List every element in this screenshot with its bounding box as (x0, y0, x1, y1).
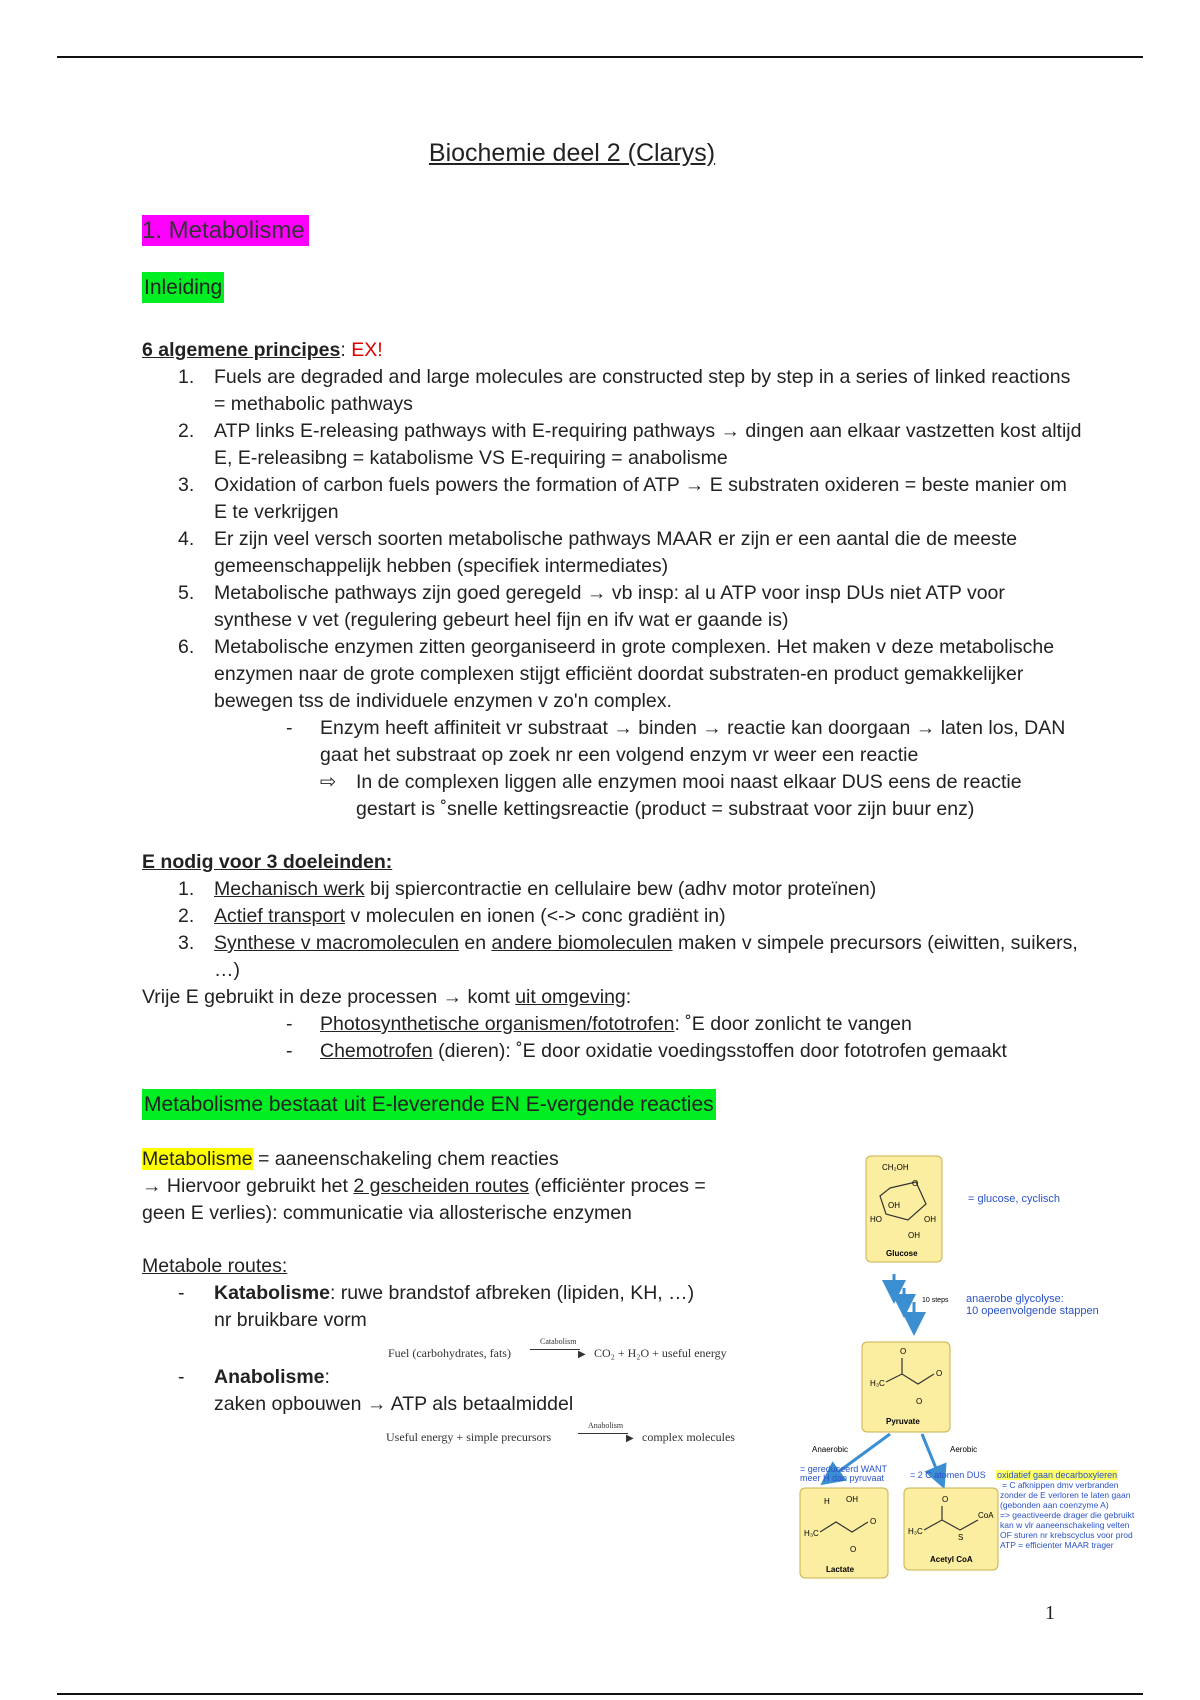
lactate-h: H (824, 1497, 830, 1506)
item-text: Er zijn veel versch soorten metabolische pathways MAAR er zijn er een aantal die de meeste gemeenschappelijk hebben (specifiek intermediates) (214, 528, 1018, 577)
item-text: maken v simpele precursors (eiwitten, suikers, …) (214, 932, 1078, 981)
metabolisme-def: = aaneenschakeling chem reacties (252, 1148, 559, 1170)
list-item (142, 364, 1082, 418)
glucose-o: O (912, 1179, 919, 1188)
item-term: Photosynthetische organismen/fototrofen (320, 1013, 675, 1035)
routes-text: → Hiervoor gebruikt het (142, 1175, 354, 1197)
list-item (142, 418, 1082, 472)
principles-heading-text: 6 algemene principes (142, 339, 341, 361)
metabolisme-definition (142, 1146, 742, 1227)
oxidation-note-3: zonder de E verloren te laten gaan (1000, 1490, 1131, 1500)
vrije-e-line (142, 984, 1082, 1011)
eq2-arrow-head: ▶ (626, 1433, 634, 1444)
heading-metabolisme-reacties: Metabolisme bestaat uit E-leverende EN E-vergende reacties (142, 1089, 716, 1120)
oxidation-note-highlight: oxidatief gaan decarboxyleren (997, 1470, 1118, 1480)
oxidation-note-4: (gebonden aan coenzyme A) (1000, 1500, 1109, 1510)
item-text: v moleculen en ionen (<-> conc gradiënt in) (345, 905, 726, 927)
document-title: Biochemie deel 2 (Clarys) (428, 139, 716, 167)
item-number: 3. (178, 474, 195, 496)
exam-tag: EX! (351, 339, 383, 361)
eq2-right: complex molecules (642, 1430, 735, 1444)
glycolysis-note-1: anaerobe glycolyse: (966, 1293, 1064, 1305)
list-item (142, 903, 1082, 930)
oxidation-note-6: kan w vlr aaneenschakeling velten (1000, 1520, 1130, 1530)
pyruvate-o1: O (900, 1347, 907, 1356)
eq1-left: Fuel (carbohydrates, fats) (388, 1346, 511, 1360)
list-item (142, 876, 1082, 903)
glycolysis-note-2: 10 opeenvolgende stappen (966, 1305, 1099, 1317)
sub-item (142, 715, 1082, 769)
list-item (142, 580, 1082, 634)
list-item (142, 634, 1082, 715)
eq1-right: CO₂ + H₂O + useful energy (594, 1346, 727, 1360)
aerobic-label: Aerobic (950, 1445, 978, 1454)
energy-source-list (142, 1011, 1082, 1065)
arrow-bullet-icon: ⇨ (320, 771, 337, 793)
item-term: Chemotrofen (320, 1040, 433, 1062)
vrije-e-text: Vrije E gebruikt in deze processen → komt (142, 986, 516, 1008)
item-number: 4. (178, 528, 195, 550)
sub-item-text: Enzym heeft affiniteit vr substraat → binden → reactie kan doorgaan → laten los, DAN gaat het substraat op zoek nr een volgend enzym vr weer een reactie (320, 717, 1066, 766)
item-number: 3. (178, 932, 195, 954)
dash-bullet: - (178, 1366, 185, 1388)
acetyl-label: Acetyl CoA (930, 1555, 973, 1564)
routes-term: 2 gescheiden routes (353, 1175, 529, 1197)
principles-heading (142, 337, 1082, 364)
dash-bullet: - (286, 1013, 293, 1035)
glucose-label: Glucose (886, 1249, 918, 1258)
item-number: 2. (178, 420, 195, 442)
glucose-oh1: OH (888, 1201, 900, 1210)
item-text: Fuels are degraded and large molecules are constructed step by step in a series of linked reactions = methabolic pathways (214, 366, 1071, 415)
metabolisme-term: Metabolisme (142, 1148, 253, 1170)
item-text: ATP links E-releasing pathways with E-requiring pathways → dingen aan elkaar vastzetten kost altijd E, E-releasibng = katabolisme VS E-requiring = anabolisme (214, 420, 1082, 469)
item-text: Metabolische pathways zijn goed geregeld → vb insp: al u ATP voor insp DUs niet ATP voor synthese v vet (regulering gebeurt heel fijn en ifv wat er gaande is) (214, 582, 1005, 631)
vrije-e-term: uit omgeving (515, 986, 626, 1008)
dash-bullet: - (178, 1282, 185, 1304)
heading-inleiding: Inleiding (142, 272, 224, 303)
list-item (142, 930, 1082, 984)
item-text: en (458, 932, 492, 954)
item-term: Mechanisch werk (214, 878, 365, 900)
header-rule (57, 56, 1143, 58)
item-number: 2. (178, 905, 195, 927)
reduced-note-2: meer H dan pyruvaat (800, 1473, 885, 1483)
routes-text-2: (efficiënter proces = geen E verlies): communicatie via allosterische enzymen (142, 1175, 706, 1224)
anabolisme-text: zaken opbouwen → ATP als betaalmiddel (214, 1393, 574, 1415)
pyruvate-o2: O (936, 1369, 943, 1378)
glucose-ch2oh: CH₂OH (882, 1163, 909, 1172)
arrow-sub-item-text: In de complexen liggen alle enzymen mooi naast elkaar DUS eens de reactie gestart is ˚snelle kettingsreactie (product = substraat voor zijn buur enz) (356, 771, 1022, 820)
arrow-sub-item (142, 769, 1082, 823)
doeleinden-heading: E nodig voor 3 doeleinden: (142, 851, 393, 873)
pyruvate-o3: O (916, 1397, 923, 1406)
anabolisme-term: Anabolisme (214, 1366, 325, 1388)
item-number: 5. (178, 582, 195, 604)
lactate-h3c: H₃C (804, 1529, 819, 1538)
list-item (142, 472, 1082, 526)
eq2-left: Useful energy + simple precursors (386, 1430, 552, 1444)
heading-metabolisme: 1. Metabolisme (142, 215, 309, 246)
oxidation-note-7: OF sturen nr krebscyclus voor prod (1000, 1530, 1133, 1540)
item-term: Actief transport (214, 905, 346, 927)
eq1-arrow-line (530, 1349, 580, 1350)
metabole-routes-heading: Metabole routes: (142, 1255, 288, 1277)
list-item (142, 1280, 702, 1334)
acetyl-h3c: H₃C (908, 1527, 923, 1536)
lactate-oh: OH (846, 1495, 858, 1504)
pyruvate-label: Pyruvate (886, 1417, 920, 1426)
item-text: : ˚E door zonlicht te vangen (674, 1013, 912, 1035)
lactate-label: Lactate (826, 1565, 855, 1574)
oxidation-note-8: ATP = efficienter MAAR trager (1000, 1540, 1114, 1550)
footer-rule (57, 1693, 1143, 1695)
list-item (142, 526, 1082, 580)
anabolisme-colon: : (324, 1366, 330, 1388)
lactate-o2: O (850, 1545, 857, 1554)
eq1-label: Catabolism (540, 1337, 577, 1346)
dash-bullet: - (286, 717, 293, 739)
acetyl-coa: CoA (978, 1511, 994, 1520)
katabolisme-term: Katabolisme (214, 1282, 330, 1304)
item-text: bij spiercontractie en cellulaire bew (adhv motor proteïnen) (364, 878, 877, 900)
anaerobic-label: Anaerobic (812, 1445, 849, 1454)
oxidation-note-5: => geactiveerde drager die gebruikt (1000, 1510, 1135, 1520)
pyruvate-h3c: H₃C (870, 1379, 885, 1388)
principles-colon: : (340, 339, 346, 361)
eq2-arrow-line (578, 1433, 628, 1434)
glucose-oh3: OH (908, 1231, 920, 1240)
acetyl-o: O (942, 1495, 949, 1504)
glycolysis-diagram (790, 1148, 1190, 1588)
principles-sublist (142, 715, 1082, 769)
item-term: Synthese v macromoleculen (214, 932, 459, 954)
steps-label: 10 steps (922, 1297, 949, 1304)
item-text: Oxidation of carbon fuels powers the formation of ATP → E substraten oxideren = beste manier om E te verkrijgen (214, 474, 1067, 523)
eq1-arrow-head: ▶ (578, 1349, 586, 1360)
list-item (142, 1038, 1082, 1065)
item-text: Metabolische enzymen zitten georganiseerd in grote complexen. Het maken v deze metabolische enzymen naar de grote complexen stijgt efficiënt doordat substraten-en product gemakkelijker bewegen tss de individuele enzymen v zo'n complex. (214, 636, 1055, 712)
page-number: 1 (1045, 1602, 1055, 1624)
item-term: andere biomoleculen (491, 932, 673, 954)
acetyl-s: S (958, 1533, 964, 1542)
item-number: 6. (178, 636, 195, 658)
glucose-oh2: OH (924, 1215, 936, 1224)
dash-bullet: - (286, 1040, 293, 1062)
vrije-e-colon: : (625, 986, 632, 1008)
glucose-note: = glucose, cyclisch (968, 1193, 1061, 1205)
item-number: 1. (178, 366, 195, 388)
oxidation-note-1: = 2 C atomen DUS (910, 1470, 986, 1480)
principles-list (142, 364, 1082, 715)
doeleinden-list (142, 876, 1082, 984)
lactate-o1: O (870, 1517, 877, 1526)
oxidation-note-2: = C afknippen dmv verbranden (1002, 1480, 1119, 1490)
eq2-label: Anabolism (588, 1421, 624, 1430)
glucose-ho: HO (870, 1215, 882, 1224)
reduced-note-1: = gereduceerd WANT (800, 1464, 887, 1474)
list-item (142, 1011, 1082, 1038)
katabolisme-text: : ruwe brandstof afbreken (lipiden, KH, …) nr bruikbare vorm (214, 1282, 695, 1331)
item-text: (dieren): ˚E door oxidatie voedingsstoffen door fototrofen gemaakt (432, 1040, 1007, 1062)
metabole-routes-list (142, 1280, 702, 1334)
item-number: 1. (178, 878, 195, 900)
